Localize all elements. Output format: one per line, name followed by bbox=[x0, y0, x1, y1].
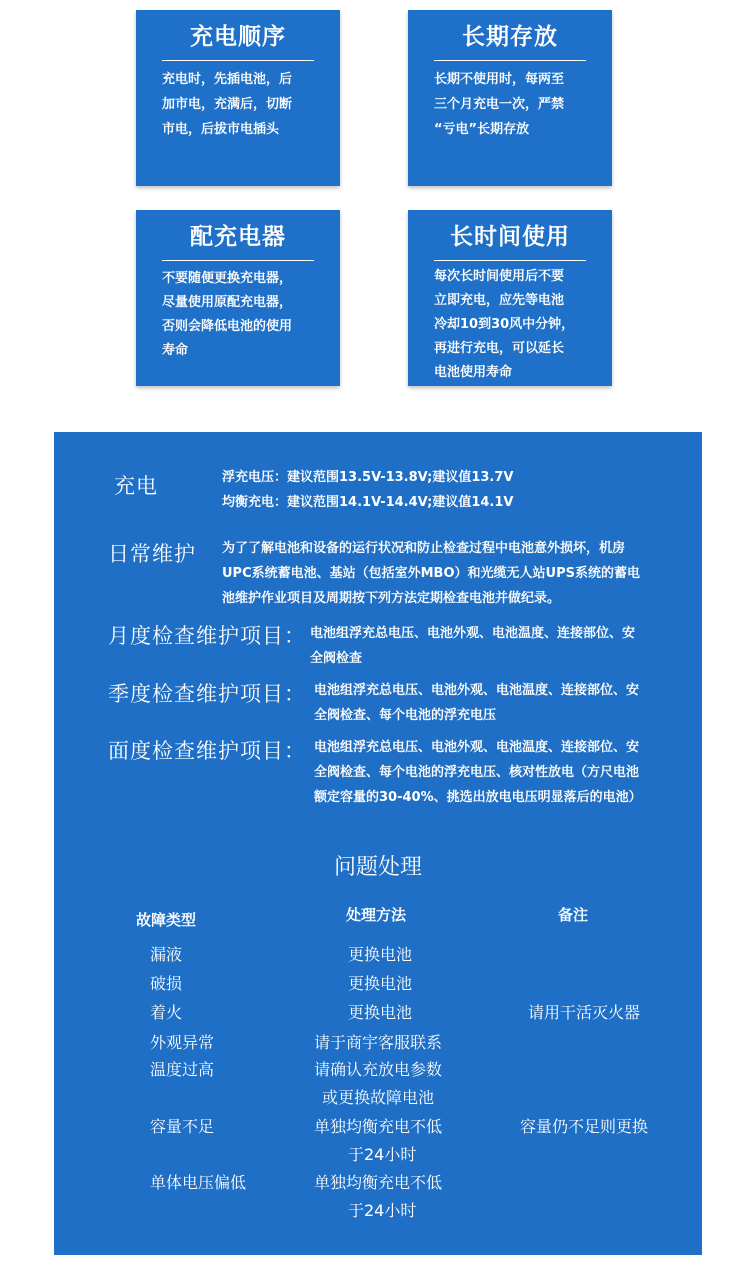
text-line: 全阀检查、每个电池的浮充电压、核对性放电（方尺电池 bbox=[314, 765, 640, 780]
card-line: 充电时，先插电池，后 bbox=[162, 72, 293, 87]
monthly-label: 月度检查维护项目： bbox=[108, 624, 306, 648]
fault-type: 容量不足 bbox=[150, 1117, 215, 1136]
fault-type: 破损 bbox=[150, 974, 183, 993]
fault-type: 着火 bbox=[150, 1003, 183, 1022]
card-line: 加市电，充满后，切断 bbox=[162, 97, 293, 112]
card-title: 长期存放 bbox=[462, 24, 558, 50]
card-line: 长期不使用时，每两至 bbox=[434, 72, 565, 87]
card-body bbox=[136, 61, 340, 142]
annual-label: 面度检查维护项目： bbox=[108, 739, 306, 763]
fault-type: 单体电压偏低 bbox=[150, 1173, 247, 1192]
card-line: 电池使用寿命 bbox=[434, 365, 513, 380]
fault-note: 请用干活灭火器 bbox=[528, 1003, 641, 1022]
text-line: 电池组浮充总电压、电池外观、电池温度、连接部位、安 bbox=[314, 683, 640, 698]
text-line: 额定容量的30-40%、挑选出放电电压明显落后的电池） bbox=[314, 790, 642, 805]
monthly-text bbox=[310, 621, 635, 671]
text-line: 全阀检查 bbox=[310, 651, 363, 666]
card-charger bbox=[136, 210, 340, 386]
fault-note: 容量仍不足则更换 bbox=[520, 1117, 649, 1136]
daily-label: 日常维护 bbox=[108, 542, 196, 566]
fault-type: 漏液 bbox=[150, 945, 183, 964]
card-line: 寿命 bbox=[162, 343, 189, 358]
charge-label: 充电 bbox=[114, 474, 158, 498]
header-method: 处理方法 bbox=[346, 906, 407, 924]
quarterly-label: 季度检查维护项目： bbox=[108, 682, 306, 706]
annual-text bbox=[314, 735, 642, 810]
card-line: 尽量使用原配充电器， bbox=[162, 295, 293, 310]
text-line: 全阀检查、每个电池的浮充电压 bbox=[314, 708, 497, 723]
card-title: 配充电器 bbox=[190, 224, 286, 250]
card-long-use bbox=[408, 210, 612, 386]
text-line: UPC系统蓄电池、基站（包括室外MBO）和光缆无人站UPS系统的蓄电 bbox=[222, 566, 640, 581]
fault-type: 温度过高 bbox=[150, 1060, 215, 1079]
maintenance-panel bbox=[54, 432, 702, 1255]
card-line: 三个月充电一次，严禁 bbox=[434, 97, 565, 112]
card-long-storage bbox=[408, 10, 612, 186]
daily-text bbox=[222, 536, 640, 611]
card-title: 充电顺序 bbox=[190, 24, 286, 50]
fault-method: 更换电池 bbox=[348, 1003, 413, 1022]
fault-method: 单独均衡充电不低 bbox=[314, 1117, 443, 1136]
text-line: 电池组浮充总电压、电池外观、电池温度、连接部位、安 bbox=[314, 740, 640, 755]
card-line: 不要随便更换充电器， bbox=[162, 271, 293, 286]
fault-method: 单独均衡充电不低 bbox=[314, 1173, 443, 1192]
card-line: 冷却10到30风中分钟， bbox=[434, 317, 575, 332]
quarterly-text bbox=[314, 678, 639, 728]
text-line: 均衡充电：建议范围14.1V-14.4V;建议值14.1V bbox=[222, 495, 514, 510]
card-body bbox=[408, 261, 612, 385]
text-line: 池维护作业项目及周期按下列方法定期检查电池并做纪录。 bbox=[222, 591, 561, 606]
text-line: 为了了解电池和设备的运行状况和防止检查过程中电池意外损坏，机房 bbox=[222, 541, 626, 556]
fault-method: 请于商宇客服联系 bbox=[314, 1033, 443, 1052]
fault-type: 外观异常 bbox=[150, 1033, 215, 1052]
fault-method: 更换电池 bbox=[348, 945, 413, 964]
fault-method: 于24小时 bbox=[348, 1145, 417, 1164]
card-line: 市电，后拔市电插头 bbox=[162, 122, 280, 137]
card-line: “亏电”长期存放 bbox=[434, 122, 530, 137]
card-line: 否则会降低电池的使用 bbox=[162, 319, 293, 334]
header-note: 备注 bbox=[558, 906, 589, 924]
fault-method: 请确认充放电参数 bbox=[314, 1060, 443, 1079]
card-line: 立即充电，应先等电池 bbox=[434, 293, 565, 308]
charge-text bbox=[222, 465, 513, 515]
card-charge-order bbox=[136, 10, 340, 186]
problems-title: 问题处理 bbox=[333, 855, 422, 880]
card-body bbox=[136, 261, 340, 363]
fault-method: 于24小时 bbox=[348, 1201, 417, 1220]
card-line: 每次长时间使用后不要 bbox=[434, 269, 565, 284]
card-title: 长时间使用 bbox=[450, 224, 570, 250]
fault-method: 更换电池 bbox=[348, 974, 413, 993]
card-body bbox=[408, 61, 612, 142]
text-line: 浮充电压：建议范围13.5V-13.8V;建议值13.7V bbox=[222, 470, 514, 485]
header-fault-type: 故障类型 bbox=[136, 911, 197, 929]
text-line: 电池组浮充总电压、电池外观、电池温度、连接部位、安 bbox=[310, 626, 636, 641]
fault-method: 或更换故障电池 bbox=[322, 1088, 435, 1107]
card-line: 再进行充电，可以延长 bbox=[434, 341, 565, 356]
